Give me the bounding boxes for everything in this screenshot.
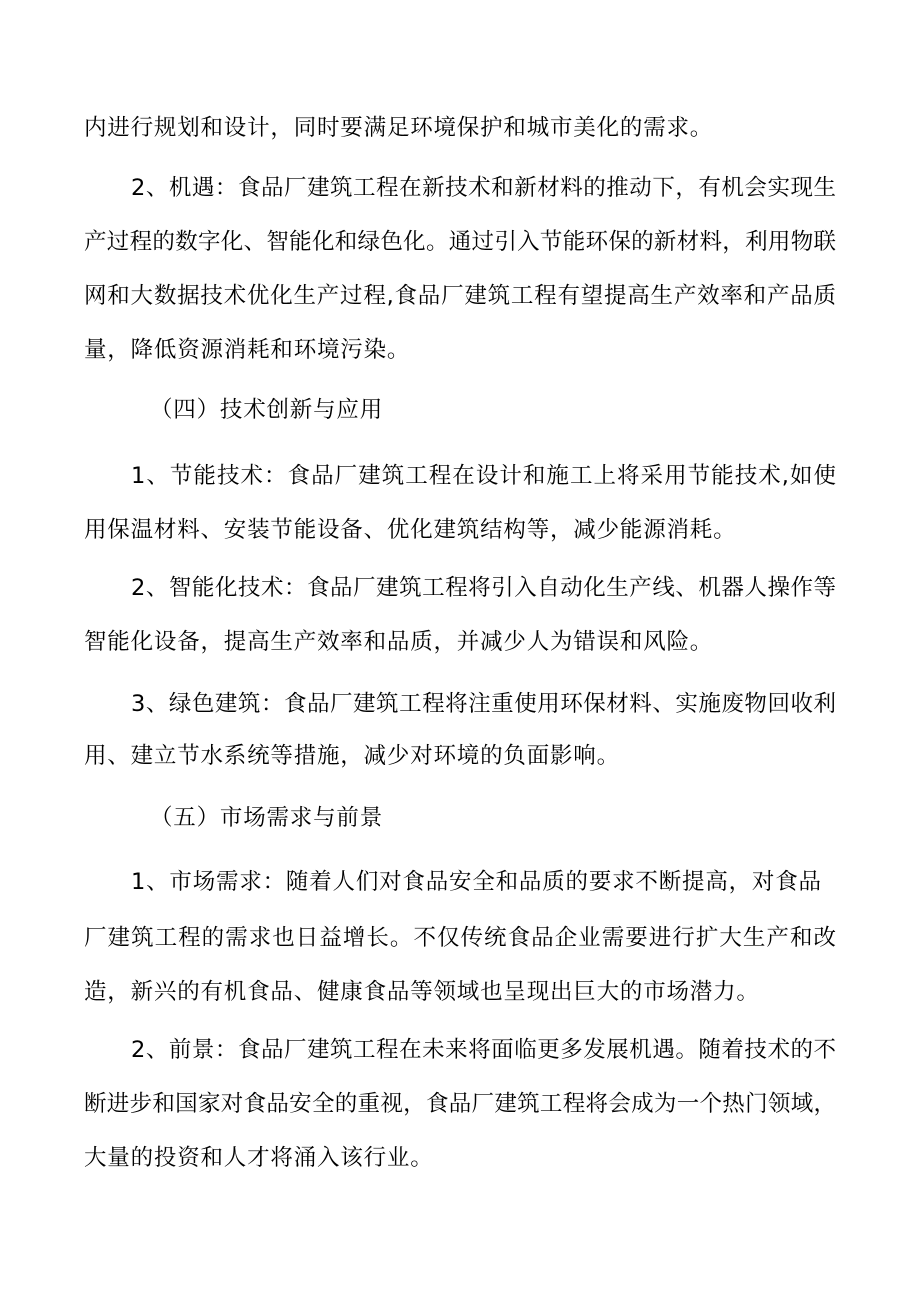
paragraph-line: 大量的投资和人才将涌入该行业。: [84, 1145, 434, 1171]
paragraph-line: 断进步和国家对食品安全的重视，食品厂建筑工程将会成为一个热门领域，: [84, 1091, 836, 1117]
section-heading: （五）市场需求与前景: [150, 805, 384, 831]
section-heading: （四）技术创新与应用: [150, 397, 384, 423]
paragraph-line: 网和大数据技术优化生产过程,食品厂建筑工程有望提高生产效率和产品质: [84, 283, 836, 309]
paragraph-line: 用保温材料、安装节能设备、优化建筑结构等，减少能源消耗。: [84, 517, 737, 543]
paragraph-line: 1、节能技术：食品厂建筑工程在设计和施工上将采用节能技术,如使: [131, 463, 836, 489]
paragraph-line: 量，降低资源消耗和环境污染。: [84, 337, 411, 363]
paragraph-line: 造，新兴的有机食品、健康食品等领域也呈现出巨大的市场潜力。: [84, 979, 760, 1005]
paragraph-line: 2、机遇：食品厂建筑工程在新技术和新材料的推动下，有机会实现生: [131, 175, 836, 201]
paragraph-line: 产过程的数字化、智能化和绿色化。通过引入节能环保的新材料，利用物联: [84, 229, 836, 255]
paragraph-line: 内进行规划和设计，同时要满足环境保护和城市美化的需求。: [84, 115, 714, 141]
paragraph-line: 2、前景：食品厂建筑工程在未来将面临更多发展机遇。随着技术的不: [131, 1037, 836, 1063]
paragraph-line: 智能化设备，提高生产效率和品质，并减少人为错误和风险。: [84, 629, 714, 655]
paragraph-line: 厂建筑工程的需求也日益增长。不仅传统食品企业需要进行扩大生产和改: [84, 925, 836, 951]
paragraph-line: 2、智能化技术：食品厂建筑工程将引入自动化生产线、机器人操作等: [131, 575, 836, 601]
paragraph-line: 用、建立节水系统等措施，减少对环境的负面影响。: [84, 743, 620, 769]
paragraph-line: 3、绿色建筑：食品厂建筑工程将注重使用环保材料、实施废物回收利: [131, 691, 836, 717]
paragraph-line: 1、市场需求：随着人们对食品安全和品质的要求不断提高，对食品: [131, 869, 822, 895]
